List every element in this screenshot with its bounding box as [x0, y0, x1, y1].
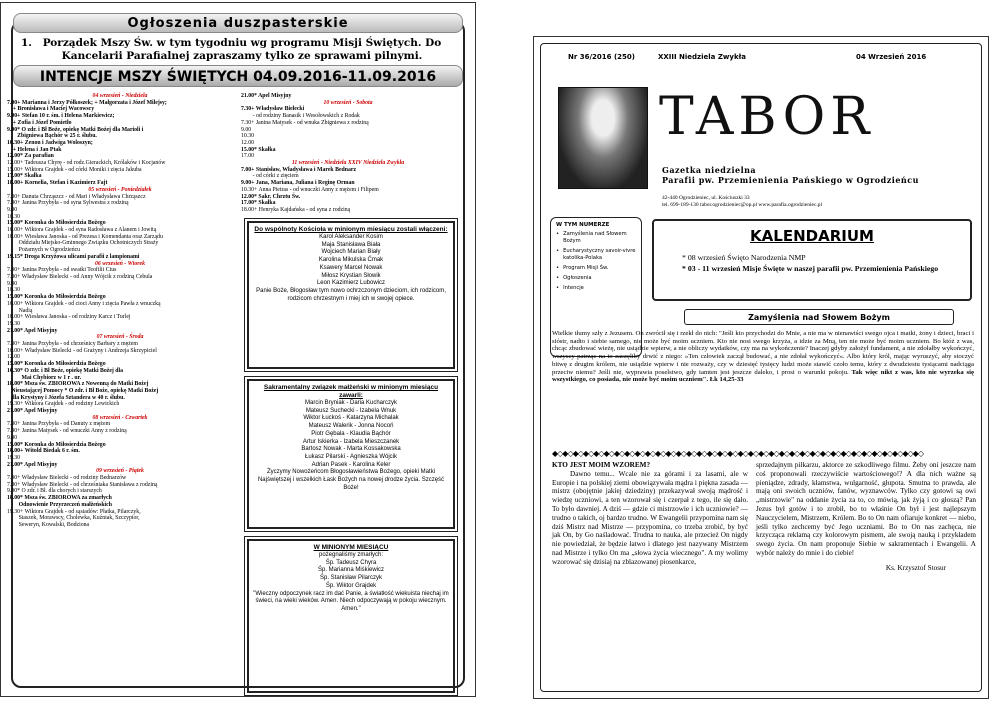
intention-line: Pożarnych w Ogrodzieńcu [7, 247, 81, 254]
day-heading: 10 wrzesień - Sobota [323, 99, 373, 106]
intention-line: 18.00* Msza św. ZBIOROWA z Nowenną do Matki Bożej [7, 381, 149, 388]
day-heading: 04 wrzesień - Niedziela [92, 93, 148, 99]
article-column-right [756, 461, 976, 573]
intention-line: 9.00 [7, 206, 18, 213]
toc-item [556, 248, 636, 262]
name-line: Ksawery Marcel Nowak [319, 264, 383, 271]
intention-line: 18.00+ Kornelia, Stefan i Kazimierz Fajt [7, 180, 108, 187]
intention-line: 19.30 [7, 320, 21, 327]
intention-line: 21.00* Apel Misyjny [241, 93, 292, 99]
intention-line: 7.00+ Marianna i Jerzy Półkoszek; + Małgorzata i Józef Milejsy; [7, 99, 167, 106]
intention-line: 9.00* O zdr. i Bł. dla chorych i starszych [7, 488, 102, 495]
intention-line: 9.00 [7, 434, 18, 441]
masthead-title: TABOR [659, 87, 875, 147]
intention-line: 19.15* Droga Krzyżowa ulicami parafii z lampionami [7, 253, 140, 260]
name-line: Śp. Stanisław Pilarczyk [319, 575, 383, 582]
kalendarium-title: KALENDARIUM [750, 227, 874, 245]
intention-line: 7.30+ Janina Przybyła - od chrześnicy Barbary z mężem [7, 341, 138, 348]
intention-line: 10.00+ Władysław Bielecki - od Grażyny i Andrzeja Skrzypiciel [7, 347, 157, 354]
right-page [533, 36, 989, 699]
weddings-names [252, 400, 450, 469]
toc-item [556, 265, 636, 272]
intention-line: 12.00 [241, 139, 255, 146]
intention-line: 7.30+ Władysław Bielecki [241, 106, 305, 113]
name-line: Wojciech Marian Biały [321, 249, 381, 256]
intention-line: + Bronisława i Maciej Wacowscy [7, 106, 95, 113]
intention-line: 15.00* Koronka do Miłosierdzia Bożego [7, 441, 106, 448]
sunday-name: XXIII Niedziela Zwykła [658, 53, 746, 61]
article-text-right: sprzedajnym piłkarzu, aktorce ze szkodliwego filmu. Żeby oni jeszcze nam coś proponowali rzeczywiście wartościowego!? A dla nich ważne są pieniądze, zdrady, kłamstwa, wulgarność, głupota. Smutna to prawda, ale mają oni swoich uczniów, fanów, wyznawców. Tylko czy gotowi są owi „mistrzowie" na oddanie życia za to, co mówią, jak żyją i co głoszą? Pan Jezus był gotów i to zrobił, bo to właśnie On był i jest najlepszym Nauczycielem, Mistrzem, Królem. Bo to On nam ofiaruje konkret — niebo, jeśli tylko zechcemy być Jego uczniami. Bo to On nas zachęca, nie krzycząca reklamą czy kolorowym pismem, ale swoją nauką i przykładem swego życia. On nam proponuje Siebie w sakramentach i Ewangelii. A wybór należy do mnie i do ciebie! [756, 461, 976, 557]
issue-date: 04 Wrzesień 2016 [856, 53, 927, 61]
day-heading: 09 wrzesień - Piątek [96, 468, 144, 475]
gazeta-line-1: Gazetka niedzielna [662, 165, 757, 175]
day-heading: 08 wrzesień - Czwartek [92, 414, 148, 421]
name-line: Leon Kazimierz Lubowicz [316, 280, 386, 287]
issue-number: Nr 36/2016 (250) [568, 53, 635, 61]
toc-item-label: Program Misji Św. [563, 265, 609, 271]
intention-line: dla Krystyny i Józefa Sztandera w 40 r. ślubu. [7, 394, 125, 401]
toc-item-label: Ogłoszenia [563, 275, 592, 281]
intention-line: 7.30+ Janina Matysek - od wnuka Zbigniewa z rodziną [241, 119, 369, 126]
intention-line: 9.00* O zdr. i Bł Boże, opiekę Matki Bożej dla Marioli i [7, 126, 144, 133]
intention-line: 9.00+ Jana, Mariana, Juliana i Reginę Orman [241, 180, 355, 187]
day-heading: 07 wrzesień - Środa [96, 334, 144, 341]
intention-line: 10.30+ Zenon i Jadwiga Woloszyn; [7, 139, 93, 146]
bullet-icon: • [556, 265, 560, 271]
bullet-icon: • [556, 275, 560, 281]
name-line: Piotr Gębala - Klaudia Bąchór [311, 430, 391, 437]
name-line: Łukasz Pilarski - Agnieszka Wójcik [304, 453, 398, 460]
article-title: KTO JEST MOIM WZOREM? [552, 461, 651, 469]
intention-line: Odnowienie Przyrzeczeń małżeńskich [7, 501, 112, 508]
intention-line: 18.00* Msza św. ZBIOROWA za zmarłych [7, 495, 112, 502]
kalendarium-item-2: * 03 - 11 wrzesień Misje Święte w naszej parafii pw. Przemienienia Pańskiego [682, 264, 939, 273]
intention-line: 21.00* Apel Misyjny [7, 461, 58, 468]
gospel-bold: Tak więc nikt z was, kto nie wyrzeka się wszystkiego, co posiada, nie może być moim uczniem". Łk 14,25-33 [552, 368, 974, 384]
deceased-title: W MINIONYM MIESIĄCU [313, 544, 389, 551]
intention-line: 7.30+ Władysław Bielecki - od chrześniaka Stanisława z rodziną [7, 481, 158, 488]
address-block [662, 195, 822, 209]
intention-line: 18.00+ Wiesława Janoska - od Prezesa i Komendanta oraz Zarządu [7, 233, 163, 240]
kalendarium-box [652, 219, 972, 301]
name-line: Karolina Mikulska Ćmak [318, 257, 384, 264]
intention-line: Mai Chybiorz w 1 r . ur. [7, 374, 82, 381]
weddings-title: Sakramentalny związek małżeński w minionym miesiącu zawarli: [263, 384, 439, 399]
name-line: Śp. Tadeusz Chyra [325, 559, 377, 566]
intention-line: 16.00+ Wiktora Grajdek - od syna Radosława z Alanem i Jowitą [7, 227, 157, 234]
intention-line: 19.30+ Wiktora Grajdek - od sąsiadów: Płatka, Pilarczyk, [7, 508, 141, 515]
intention-line: 21.00* Apel Misyjny [7, 408, 58, 415]
announcement-point-1 [21, 37, 463, 63]
intention-line: 9.00+ Stefan 10 r. śm. i Helena Markiewicz; [7, 113, 115, 120]
deceased-box [247, 539, 455, 693]
baptisms-title: Do wspólnoty Kościoła w minionym miesiącu zostali włączeni: [254, 226, 448, 233]
intention-line: 16.30* O zdr. i Bł Boże, opiekę Matki Bożej dla [7, 367, 124, 374]
baptisms-names [252, 234, 450, 288]
intention-line: 18.00+ Henryka Kajdańska - od syna z rodziną [241, 206, 351, 213]
name-line: Adrian Pasek - Karolina Keler [311, 461, 391, 468]
intention-line: 10.30 [7, 213, 21, 220]
day-heading: 06 wrzesień - Wtorek [95, 260, 145, 267]
intention-line: - od rodziny Banasik i Wesołowskich z Rodak [241, 113, 360, 120]
intention-line: 15.00* Koronka do Miłosierdzia Bożego [7, 361, 106, 368]
bullet-icon: • [556, 231, 560, 237]
name-line: Maja Stanisława Biała [321, 241, 381, 248]
intention-line: Seweryn, Kowalski, Bodziona [7, 522, 90, 528]
intention-line: 7.30+ Janina Przybyła - od Danuty z mężem [7, 421, 111, 428]
intentions-column-1 [7, 93, 233, 529]
intention-line: 12.00 [7, 354, 21, 361]
name-line: Marcin Bryniak - Daria Kucharczyk [304, 400, 398, 406]
intention-line: 17.00 [241, 153, 255, 160]
gospel-text: Wielkie tłumy szły z Jezusem. On zwrócił się i rzekł do nich: "Jeśli kto przychodzi do Mnie, a nie ma w nienawiści swego ojca i matki, żony i dzieci, braci i sióstr, nadto i siebie samego, nie może być moim uczniem. Kto nie nosi swego krzyża, a idzie za Mną, ten nie może być moim uczniem. Bo któż z was, chcąc zbudować wieżę, nie usiądzie wpierw, a nie obliczy wydatków, czy ma na wykończenie? Inaczej gdyby założył fundament, a nie zdołałby wykończyć, wszyscy patrząc na to zaczęliby drwić z niego: »Ten człowiek zaczął budować, a nie zdołał wykończyć«. Albo który król, mając wyruszyć, aby stoczyć bitwę z drugim królem, nie usiądzie wpierw i nie rozważy, czy w dziesięć tysięcy ludzi może stawić czoło temu, który z dwudziestu tysiącami nadciąga przeciw niemu? Jeśli nie, wyprawia poselstwo, gdy tamten jest jeszcze daleko, i prosi o warunki pokoju. [552, 330, 974, 376]
article-text-left: Dawno temu... Wcale nie za górami i za lasami, ale w Europie i na polskiej ziemi obowiązywała mądra i piękna zasada — mistrz (obojętnie jakiej dziedziny) przekazywał swoją mądrość i wiedzę uczniowi, a ten wzorował się i czerpał z tego, ile się dało. To było dawniej. A dziś — gdzie ci mistrzowie i ich uczniowie? — trudno o takich, oj bardzo trudno. W Ewangelii przypomina nam się dziś Mistrz nad Mistrze — przypomina, co trzeba zrobić, by być jak On, by Go naśladować. Trudna to nauka, ale przecież On nigdy nie powiedział, że będzie łatwo i dlatego jest nazywany Mistrzem nad Mistrze i tylko On ma „słowa życia wiecznego". A my wolimy wzorować się dzisiaj na zblazowanej piosenkarce, [552, 469, 748, 566]
intention-line: 7.30+ Janina Przybyła - od swatki Teofilii Cius [7, 267, 117, 274]
intention-line: 7.00+ Stanisław, Władysława i Marek Bednarz [241, 166, 357, 173]
intention-line: 15.00+ Wiktora Grajdek - od córki Moniki i zięcia Jakuba [7, 166, 142, 173]
toc-item-label: Zamyślenia nad Słowem Bożym [563, 231, 627, 244]
intention-line: Staszek, Morawscy, Cholewka, Kuźniak, Szczypior, [7, 515, 140, 522]
transfiguration-image [558, 87, 648, 189]
intention-line: 7.30+ Janina Matysek - od wnuczki Anny z rodziną [7, 428, 127, 435]
intention-line: 7.30+ Janina Przybyła - od syna Sylwestra z rodziną [7, 200, 129, 207]
intention-line: 7.30+ Władysław Bielecki - od Anny Wójcik z rodziną Cebula [7, 273, 153, 280]
point-text: Porządek Mszy Św. w tym tygodniu wg programu Misji Świętych. Do Kancelarii Parafialnej zapraszamy tylko ze sprawami pilnymi. [42, 37, 442, 62]
kalendarium-item-1: * 08 wrzesień Święto Narodzenia NMP [682, 253, 806, 262]
intention-line: Zbigniewa Bąchór w 25 r. ślubu. [7, 133, 97, 140]
intention-line: 10.30 [7, 287, 21, 294]
gazeta-line-2: Parafii pw. Przemienienia Pańskiego w Ogrodzieńcu [662, 175, 919, 185]
point-number: 1. [21, 37, 32, 49]
weddings-prayer: Życzymy Nowożeńcom Błogosławieństwa Bożego, opieki Matki Najświętszej i wszelkich Łask Bożych na nowej drodze życia. Szczęść Boże! [257, 469, 445, 491]
intention-line: 12.00+ Tadeusza Chyrę - od rodz.Gierackich, Królaków i Kocjanów [7, 160, 166, 167]
intention-line: - od córki z zięciem [241, 173, 299, 180]
intention-line: 9.00 [241, 126, 252, 133]
intention-line: Oddziału Miejsko-Gminnego Związku Ochotniczych Straży [7, 240, 159, 247]
mass-intentions-header: INTENCJE MSZY ŚWIĘTYCH 04.09.2016-11.09.2016 [13, 65, 463, 87]
bullet-icon: • [556, 285, 560, 291]
intention-line: 7.30+ Danuta Chrząszcz - od Mari i Władysława Chrząszcz [7, 193, 146, 200]
intention-line: 7.30+ Władysław Bielecki - od rodziny Bednarzów [7, 475, 127, 482]
toc-item [556, 285, 636, 292]
name-line: Artur Iskierka - Izabela Mieszczanek [302, 438, 400, 445]
intention-line: + Helena i Jan Ptak [7, 146, 62, 153]
name-line: Wiktor Łuckoś - Katarzyna Michalak [303, 415, 399, 422]
address: 42-440 Ogrodzieniec, ul. Kościuszki 33 [662, 195, 750, 201]
toc-list [556, 231, 636, 292]
intentions-column-2 [241, 93, 455, 214]
intention-line: 17.00* Skałka [7, 173, 42, 180]
intention-line: 15.00* Skałka [241, 146, 276, 153]
baptisms-prayer: Panie Boże, Błogosław tym nowo ochrzczonym dzieciom, ich rodzicom, rodzicom chrzestnym i miej ich w swojej opiece. [256, 287, 446, 302]
toc-item-label: Intencje [563, 285, 584, 291]
intention-line: 10.30+ Anna Pietras - od wnuczki Anny z mężem i Filipem [241, 186, 379, 193]
intention-line: 18.00+ Wiesława Janoska - od rodziny Karcz i Turlej [7, 314, 131, 321]
toc-item [556, 275, 636, 282]
intention-line: 18.00+ Witold Biedak 6 r. śm. [7, 448, 80, 455]
weddings-box [247, 379, 455, 529]
reflection-header: Zamyślenia nad Słowem Bożym [684, 309, 954, 325]
name-line: Śp. Wiktor Grajdek [325, 582, 377, 589]
announcements-header: Ogłoszenia duszpasterskie [13, 13, 463, 33]
gospel-paragraph [552, 330, 974, 384]
intention-line: 9.00 [7, 280, 18, 287]
intention-line: 12.00* Za parafian [7, 153, 54, 160]
toc-item [556, 231, 636, 245]
masthead-subtitle [662, 165, 919, 185]
name-line: Miłosz Krystian Słowik [321, 272, 381, 279]
intention-line: + Zofia i Józef Pomietło [7, 119, 72, 126]
name-line: Mateusz Suchecki - Izabela Wnuk [305, 407, 397, 414]
name-line: Śp. Marianna Miśkiewicz [317, 567, 385, 574]
intention-line: Nadią [7, 307, 33, 314]
name-line: Bartosz Nowak - Marta Kossakowska [301, 446, 401, 453]
intention-line: 16.00+ Wiktora Grajdek - od cioci Anny i zięcia Pawła z wnuczką [7, 300, 161, 307]
intention-line: 10.30 [241, 133, 255, 140]
intention-line: 17.00* Skałka [241, 200, 276, 207]
deceased-prayer: "Wieczny odpoczynek racz im dać Panie, a światłość wiekuista niechaj im świeci, na wieki wieków. Amen. Niech odpoczywają w pokoju wiecznym. Amen." [253, 590, 449, 612]
article-signature: Ks. Krzysztof Stosur [885, 563, 946, 572]
toc-title: W TYM NUMERZE [556, 222, 610, 228]
diamond-divider: ◆◇◆◇◆◇◆◇◆◇◆◇◆◇◆◇◆◇◆◇◆◇◆◇◆◇◆◇◆◇◆◇◆◇◆◇◆◇◆◇◆◇◆◇◆◇◆◇◆◇◆◇◆◇◆◇◆◇◆◇◆◇◆◇◆◇◆◇◆◇◆◇ [552, 449, 923, 458]
deceased-names [252, 560, 450, 591]
article-column-left [552, 461, 748, 567]
baptisms-box [247, 221, 455, 369]
intention-line: 12.00* Sakr. Chrztu Św. [241, 193, 301, 200]
intention-line: 19.30 [7, 454, 21, 461]
name-line: Karol Aleksander Kosim [319, 234, 383, 240]
contact: tel. 699-189-130 tabor.ogrodzieniec@op.pl www.parafia.ogrodzieniec.pl [662, 202, 823, 208]
intention-line: 15.00* Koronka do Miłosierdzia Bożego [7, 220, 106, 227]
name-line: Mateusz Walerik - Jonna Nocoń [308, 423, 394, 430]
intention-line: 19.30+ Wiktora Grajdek - od rodziny Lewickich [7, 401, 120, 408]
day-heading: 05 wrzesień - Poniedziałek [88, 186, 152, 193]
bullet-icon: • [556, 248, 560, 254]
intention-line: 21.00* Apel Misyjny [7, 327, 58, 334]
intention-line: Nieustającej Pomocy * O zdr. i Bł Boże, opiekę Matki Bożej [7, 387, 159, 394]
toc-item-label: Eucharystyczny savoir-vivre katolika-Polaka [563, 248, 636, 261]
intention-line: 15.00* Koronka do Miłosierdzia Bożego [7, 294, 106, 301]
day-heading: 11 wrzesień - Niedziela XXIV Niedziela Zwykła [291, 160, 405, 167]
deceased-subtitle: pożegnaliśmy zmarłych: [318, 552, 384, 558]
left-page [0, 2, 476, 697]
